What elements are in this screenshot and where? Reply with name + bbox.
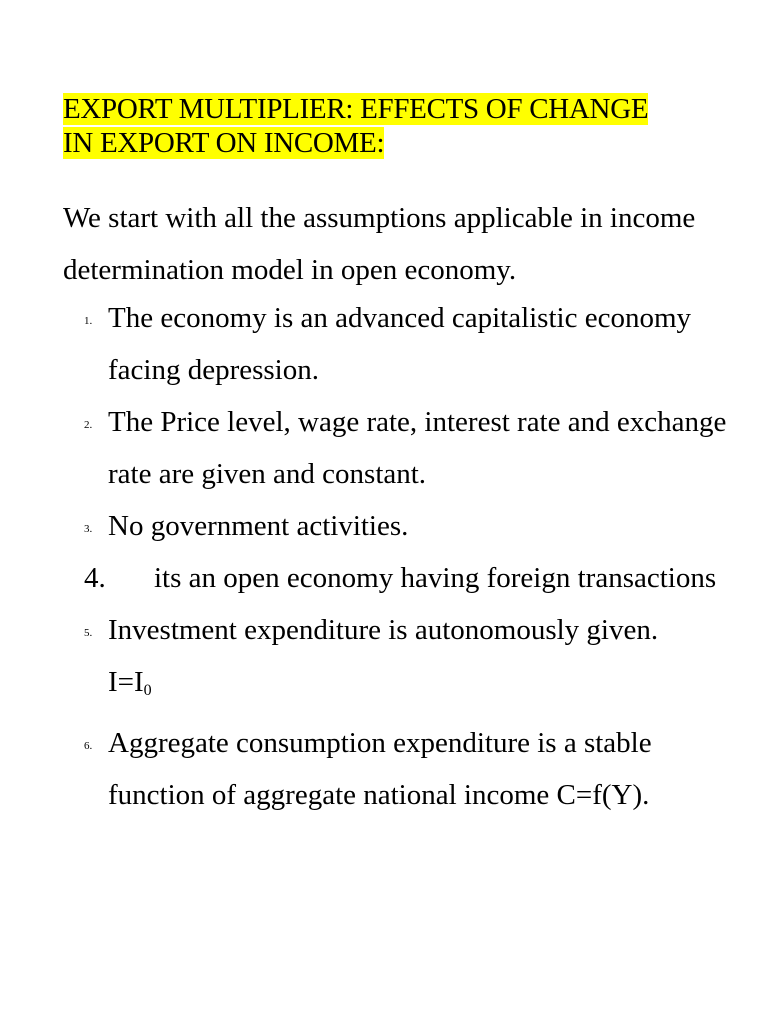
list-item-number: 1. (84, 315, 93, 327)
heading-line-1: EXPORT MULTIPLIER: EFFECTS OF CHANGE (63, 93, 649, 125)
list-item-text: The economy is an advanced capitalistic economy facing depression. (108, 302, 692, 386)
list-item (0, 604, 738, 717)
list-item-text: Aggregate consumption expenditure is a stable function of aggregate national income C=f(Y). (108, 727, 652, 811)
list-item-number: 6. (84, 740, 93, 752)
list-item-text: Investment expenditure is autonomously given. (108, 614, 659, 646)
list-item (0, 717, 738, 821)
formula (108, 666, 152, 698)
formula-main: I=I (108, 666, 144, 698)
list-item-number: 2. (84, 419, 93, 431)
list-item (0, 552, 738, 604)
list-item-number: 5. (84, 627, 93, 639)
document-heading (63, 92, 723, 160)
list-item (0, 396, 738, 500)
list-item-text: The Price level, wage rate, interest rate and exchange rate are given and constant. (108, 406, 727, 490)
formula-subscript: 0 (143, 682, 152, 699)
list-item-text: No government activities. (108, 510, 409, 542)
heading-line-2: IN EXPORT ON INCOME: (63, 127, 385, 159)
assumptions-list (0, 292, 768, 821)
intro-paragraph: We start with all the assumptions applicable in income determination model in open economy. (63, 202, 696, 286)
list-item-number: 3. (84, 523, 93, 535)
list-item (0, 292, 738, 396)
list-item-number: 4. (84, 562, 106, 594)
list-item (0, 500, 738, 552)
list-item-text: its an open economy having foreign transactions (154, 562, 717, 594)
